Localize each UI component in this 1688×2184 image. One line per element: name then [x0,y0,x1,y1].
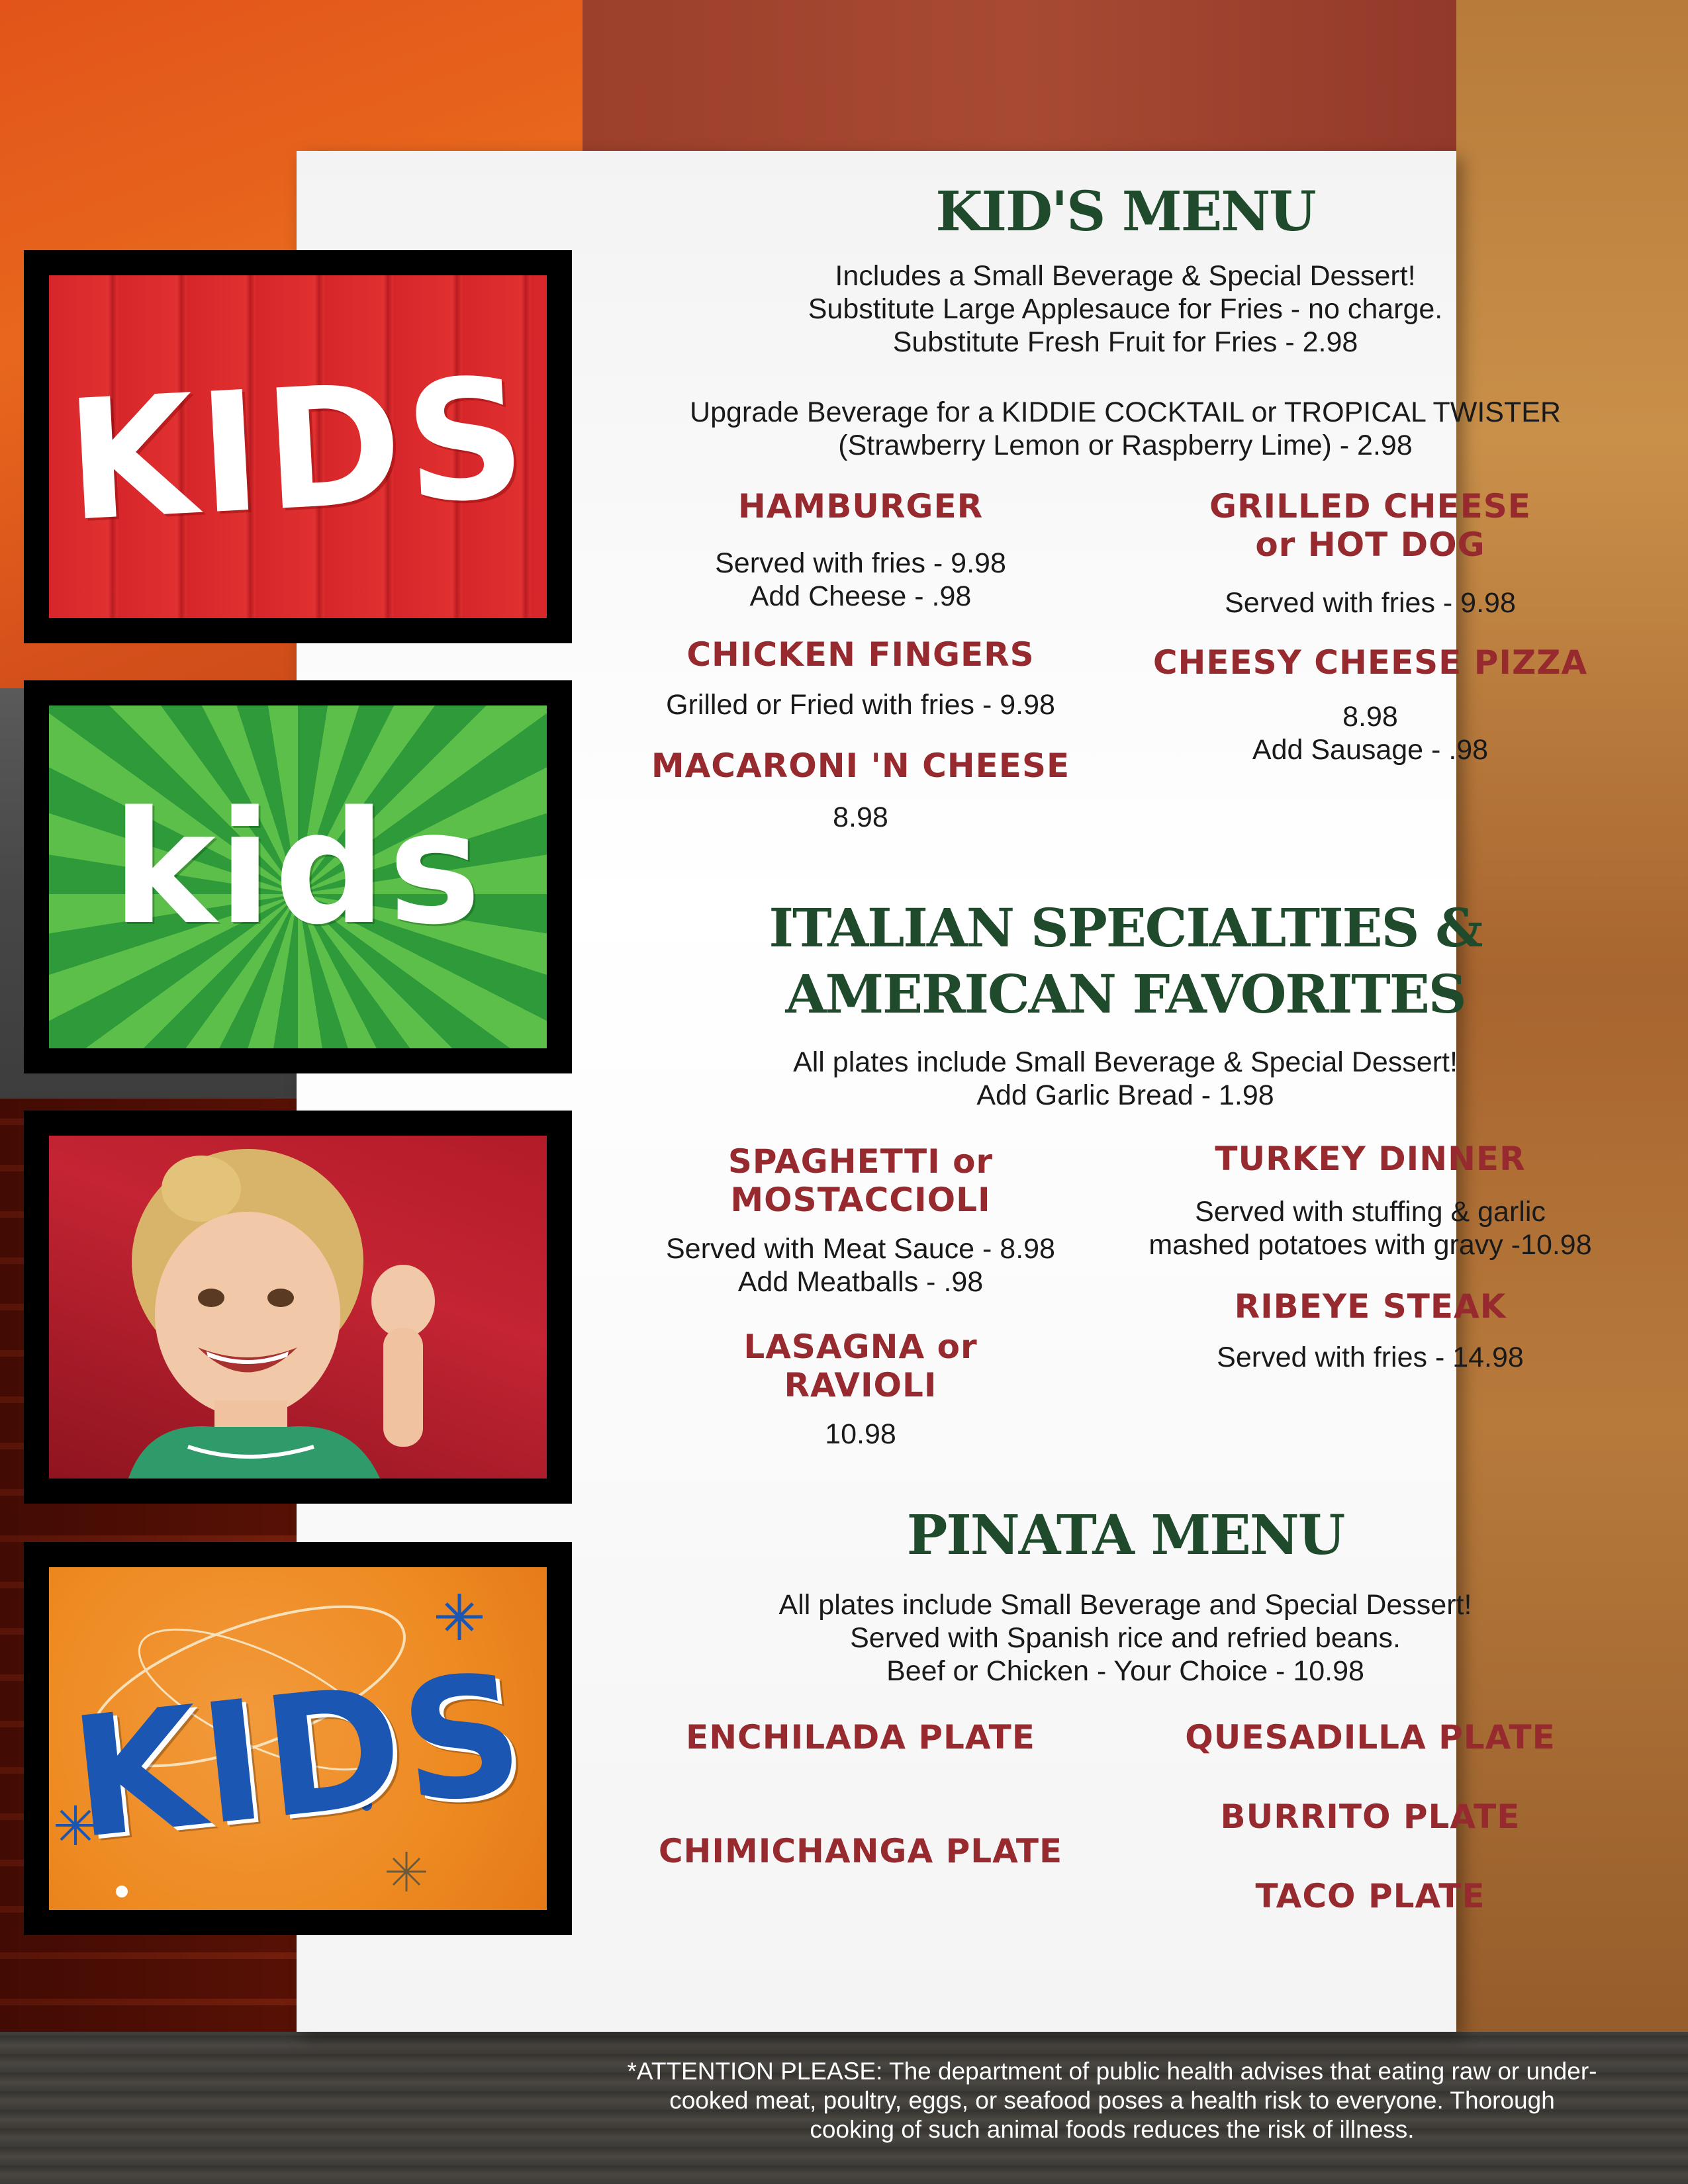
item-pizza-name: CHEESY CHEESE PIZZA [1152,643,1588,682]
item-grilled-cheese-name: GRILLED CHEESE or HOT DOG [1209,487,1531,564]
child-illustration [49,1136,547,1479]
item-hamburger-name: HAMBURGER [737,487,984,525]
item-lasagna-name: LASAGNA or RAVIOLI [743,1328,978,1404]
kids-menu-title: KID'S MENU [935,180,1315,244]
item-hamburger-desc: Served with fries - 9.98 Add Cheese - .98 [715,547,1006,612]
kids-red-panel-image [49,275,547,618]
child-photo [49,1136,547,1479]
item-spaghetti-name: SPAGHETTI or MOSTACCIOLI [727,1142,994,1219]
child-photo-panel [24,1111,572,1504]
item-macaroni-name: MACARONI 'N CHEESE [651,747,1070,785]
item-burrito-name: BURRITO PLATE [1220,1797,1521,1836]
health-disclaimer: *ATTENTION PLEASE: The department of public health advises that eating raw or under- cooked meat, poultry, eggs, or seafood poses a health risk to everyone. Thorough cooking of such animal foods reduces the risk of illness. [627,2058,1597,2143]
kids-green-panel-image [49,705,547,1048]
item-quesadilla-name: QUESADILLA PLATE [1185,1718,1556,1756]
kids-orange-word: KIDS [63,1637,533,1876]
italian-title-line1: ITALIAN SPECIALTIES & [769,897,1482,959]
kids-red-word: KIDS [62,341,534,559]
item-chicken-fingers-desc: Grilled or Fried with fries - 9.98 [666,689,1055,721]
italian-title-line2: AMERICAN FAVORITES [785,963,1466,1025]
italian-intro: All plates include Small Beverage & Special Dessert! Add Garlic Bread - 1.98 [793,1046,1458,1111]
item-lasagna-desc: 10.98 [825,1418,896,1450]
item-ribeye-desc: Served with fries - 14.98 [1217,1342,1524,1373]
kids-orange-panel-image [49,1567,547,1910]
pinata-title: PINATA MENU [906,1504,1344,1567]
kids-orange-panel [24,1542,572,1935]
pinata-intro: All plates include Small Beverage and Special Dessert! Served with Spanish rice and refried beans. Beef or Chicken - Your Choice - 10.98 [778,1589,1472,1687]
item-turkey-name: TURKEY DINNER [1215,1140,1526,1178]
kids-green-panel [24,680,572,1073]
item-ribeye-name: RIBEYE STEAK [1234,1287,1507,1326]
kids-menu-upgrade: Upgrade Beverage for a KIDDIE COCKTAIL or TROPICAL TWISTER (Strawberry Lemon or Raspberry Lime) - 2.98 [690,396,1561,461]
kids-green-word: kids [112,778,484,959]
kids-red-panel [24,250,572,643]
background-rust-texture [583,0,1456,152]
item-taco-name: TACO PLATE [1255,1877,1485,1915]
kids-menu-intro: Includes a Small Beverage & Special Dessert! Substitute Large Applesauce for Fries - no charge. Substitute Fresh Fruit for Fries - 2.98 [808,260,1443,358]
item-enchilada-name: ENCHILADA PLATE [686,1718,1035,1756]
item-spaghetti-desc: Served with Meat Sauce - 8.98 Add Meatballs - .98 [666,1233,1055,1298]
item-macaroni-desc: 8.98 [833,801,888,833]
item-grilled-cheese-desc: Served with fries - 9.98 [1225,587,1516,619]
item-turkey-desc: Served with stuffing & garlic mashed potatoes with gravy -10.98 [1149,1196,1592,1261]
item-chicken-fingers-name: CHICKEN FINGERS [686,635,1035,674]
item-chimichanga-name: CHIMICHANGA PLATE [658,1832,1063,1870]
item-pizza-desc: 8.98 Add Sausage - .98 [1252,701,1489,766]
